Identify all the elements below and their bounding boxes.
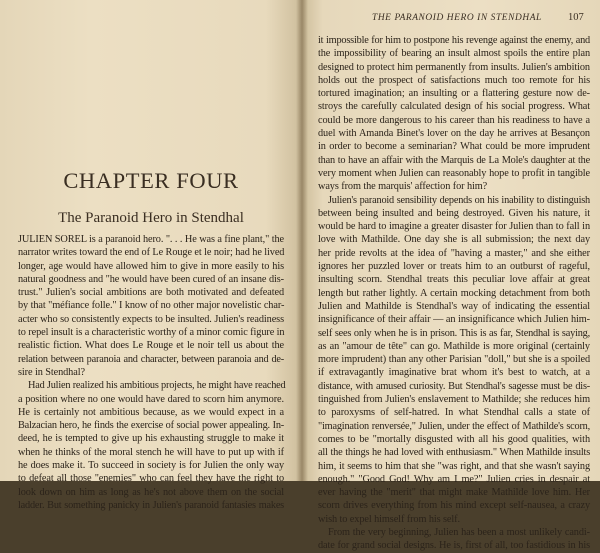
text-line: "imagination renversée," Julien, under the effect of Mathilde's scorn,	[318, 420, 590, 432]
text-line: to paroxysms of self-hatred. In what Stendhal calls a state of	[318, 407, 590, 419]
text-line: to defeat all those "enemies" who can feel they have the right to	[18, 473, 284, 485]
right-page-body	[318, 34, 590, 553]
book-gutter	[296, 0, 308, 481]
text-line: as an "amour de tête" can go. Mathilde is more original (certainly	[318, 340, 590, 352]
text-line: wish to expel himself from his self.	[318, 513, 460, 525]
text-line: From the very beginning, Julien has been a most unlikely candi-	[328, 526, 590, 538]
chapter-subtitle: The Paranoid Hero in Stendhal	[58, 210, 244, 226]
text-line: more imprudent) than any other Parisian "doll," but she is a spoiled	[318, 354, 590, 366]
text-line: stroys the carefully calculated design of his social progress. What	[318, 101, 590, 113]
text-line: tinguished from Julien's enslavement to Mathilde; she reduces him	[318, 394, 590, 406]
text-line: could be more dangerous to his career than his readiness to have a	[318, 114, 590, 126]
text-line: her pride revolts at the idea of "having a master," and she either	[318, 247, 590, 259]
text-line: deed, he is tempted to give up his exhausting struggle to make it	[18, 433, 284, 445]
text-line: between being insulted and being destroyed. Given his nature, it	[318, 207, 590, 219]
text-line: duel with Amanda Binet's lover on the day he arrives at Besançon	[318, 128, 590, 140]
text-line: it impossible for him to postpone his revenge against the enemy, and	[318, 35, 590, 46]
text-line: JULIEN SOREL is a paranoid hero. ". . . He was a fine plant," the	[18, 234, 284, 245]
text-line: scorn drives everything from his mind except self-nausea, a crazy	[318, 500, 590, 512]
text-line: length but rather lightly. A certain mocking detachment from both	[318, 287, 590, 299]
chapter-title: CHAPTER FOUR	[63, 168, 239, 193]
text-line: longer, age would have allowed him to give in more easily to his	[18, 260, 284, 272]
text-line: comes to be "mortally disgusted with all his good qualities, with	[318, 433, 590, 445]
text-line: to repel insult is a characteristic worthy of a minor comic figure in	[18, 327, 285, 339]
text-line: distance, with amused curiosity. But Stendhal's sagesse must be dis-	[318, 380, 590, 392]
text-line: date for grand social designs. He is, first of all, too fastidious in his	[318, 540, 590, 552]
text-line: insulting scorn. Stendhal treats this peculiar love affair at great	[318, 274, 590, 286]
text-line: if extravagantly imaginative brat whom it's best to watch, at a	[318, 367, 590, 379]
text-line: ignores her puzzled lover or treats him to an outburst of rageful,	[318, 261, 590, 273]
text-line: when he thinks of the moral stench he will have to put up with if	[18, 446, 284, 458]
text-line: tortured imagination; an insulting or a flattering gesture now de-	[318, 88, 590, 100]
text-line: acter who so consistently expects to be insulted. Julien's readiness	[18, 313, 284, 325]
text-line: holds out the prospect of satisfactions much too remote for his	[318, 74, 590, 86]
text-line: by that "méfiance folle." I know of no other major novelistic char-	[18, 300, 285, 312]
text-line: self sees only when he is in prison. This is as far, Stendhal is saying,	[318, 327, 590, 339]
text-line: ladder. But something panicky in Julien's paranoid fantasies makes	[18, 499, 284, 511]
text-line: enough." "Good God! Why am I me?" Julien cries in despair at	[318, 473, 590, 485]
text-line: designed to protect him permanently from insults. Julien's ambition	[318, 61, 590, 73]
text-line: Julien and Mathilde is Stendhal's way of indicating the essential	[318, 300, 590, 312]
running-head: THE PARANOID HERO IN STENDHAL	[372, 13, 542, 23]
text-line: all the things he had loved with enthusiasm." When Mathilde insults	[318, 447, 590, 459]
text-line: insignificance of their affair — an insignificance which Julien him-	[318, 314, 590, 326]
text-line: ever having the "merit" that might make Mathilde love him. Her	[318, 487, 590, 499]
text-line: sire in Stendhal?	[18, 366, 85, 378]
text-line: a position where no one would have dared to scorn him anymore.	[18, 393, 284, 405]
text-line: look down on him as long as he's not above them on the social	[18, 486, 284, 498]
text-line: Had Julien realized his ambitious projects, he might have reached	[28, 380, 286, 392]
text-line: in order to become a seminarian? What could be more imprudent	[318, 141, 590, 153]
text-line: realistic fiction. What does Le Rouge et le noir tell us about the	[18, 340, 284, 352]
text-line: very moment when Julien can reasonably hope to profit in tangible	[318, 167, 590, 179]
text-line: he does make it. To succeed in society is for Julien the only way	[18, 460, 284, 472]
text-line: relation between paranoia and character, between paranoia and de-	[18, 353, 284, 365]
left-page-body	[18, 233, 284, 512]
text-line: the impossibility of bearing an insult almost spoils the entire plan	[318, 48, 590, 60]
text-line: ways from the marquis' affection for him?	[318, 181, 488, 193]
text-line: narrator writes toward the end of Le Rouge et le noir; had he lived	[18, 247, 285, 259]
text-line: him, it seems to him that she "was right, and that she wasn't saying	[318, 460, 590, 472]
text-line: trust." Julien's social ambitions are both motivated and defeated	[18, 287, 284, 299]
page-number: 107	[568, 12, 584, 23]
text-line: love with Mathilde. One day she is all submission; the next day	[318, 234, 590, 246]
text-line: would be hard to imagine a greater disaster for Julien than to fall in	[318, 221, 590, 233]
text-line: than to have an affair with the Marquis de La Mole's daughter at the	[318, 154, 590, 166]
text-line: Balzacian hero, he finds the exercise of social power appealing. In-	[18, 420, 284, 432]
text-line: natural goodness and "he would have been cured of an insane dis-	[18, 273, 284, 285]
text-line: He is certainly not ambitious because, as we would expect in a	[18, 406, 284, 418]
text-line: Julien's paranoid sensibility depends on his inability to distinguish	[328, 194, 590, 206]
